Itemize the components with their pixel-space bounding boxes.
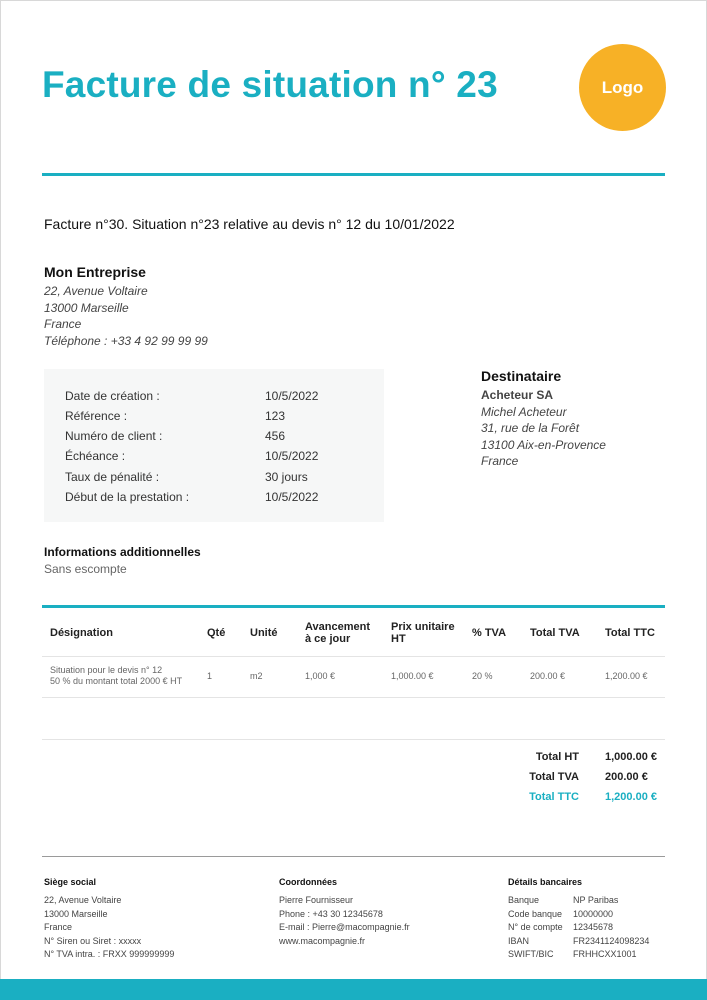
info-row — [65, 470, 308, 484]
footer-siege — [44, 877, 174, 962]
seller-name: Mon Entreprise — [44, 264, 146, 280]
col-header-unit-price-line1: Prix unitaire — [391, 621, 455, 633]
bank-value: NP Paribas — [573, 895, 619, 905]
table-top-divider — [42, 605, 665, 608]
bank-row — [508, 921, 668, 935]
bank-value: FR2341124098234 — [573, 935, 650, 946]
recipient-line: 13100 Aix-en-Provence — [481, 437, 606, 452]
col-header-progress — [305, 621, 370, 645]
info-value: 456 — [265, 429, 286, 443]
info-label: Numéro de client : — [65, 429, 163, 443]
additional-info-text: Sans escompte — [44, 562, 127, 576]
total-tva-label: Total TVA — [529, 771, 579, 783]
col-header-vat-rate: % TVA — [472, 627, 507, 639]
footer-bank — [508, 877, 668, 962]
bank-value: 10000000 — [573, 908, 614, 919]
info-value: 123 — [265, 409, 286, 423]
cell-unit-price: 1,000.00 € — [391, 671, 434, 681]
info-label: Début de la prestation : — [65, 490, 190, 504]
invoice-subtitle: Facture n°30. Situation n°23 relative au devis n° 12 du 10/01/2022 — [44, 216, 455, 232]
info-value: 10/5/2022 — [265, 389, 319, 403]
total-ttc-value: 1,200.00 € — [605, 791, 657, 803]
bank-label: IBAN — [508, 935, 530, 946]
footer-contact-email: E-mail : Pierre@macompagnie.fr — [279, 922, 410, 932]
recipient-block — [481, 368, 606, 470]
bank-label: SWIFT/BIC — [508, 949, 554, 959]
info-label: Date de création : — [65, 389, 160, 403]
info-row — [65, 409, 286, 423]
bank-row — [508, 935, 668, 949]
info-label: Référence : — [65, 409, 128, 423]
bank-row — [508, 894, 668, 908]
recipient-company: Acheteur SA — [481, 388, 554, 402]
bank-value: 12345678 — [573, 922, 614, 932]
total-ttc-label: Total TTC — [529, 791, 579, 803]
info-row — [65, 449, 319, 463]
info-label: Taux de pénalité : — [65, 470, 160, 484]
seller-phone: Téléphone : +33 4 92 99 99 99 — [44, 333, 208, 348]
additional-info — [44, 545, 201, 576]
footer-siege-line: 22, Avenue Voltaire — [44, 895, 122, 905]
cell-vat-rate: 20 % — [472, 671, 493, 681]
bottom-accent-bar — [0, 979, 707, 1000]
recipient-line: 31, rue de la Forêt — [481, 421, 580, 436]
cell-total-ttc: 1,200.00 € — [605, 671, 648, 681]
table-header-divider — [42, 656, 665, 657]
recipient-heading: Destinataire — [481, 368, 562, 384]
seller-address-line: France — [44, 317, 82, 332]
footer-bank-heading: Détails bancaires — [508, 877, 583, 887]
footer-divider — [42, 856, 665, 857]
info-label: Échéance : — [65, 449, 126, 463]
info-row — [65, 389, 319, 403]
col-header-total-vat: Total TVA — [530, 627, 580, 639]
invoice-info-box — [44, 369, 384, 522]
col-header-qty: Qté — [207, 627, 226, 639]
cell-progress: 1,000 € — [305, 671, 336, 681]
seller-address-line: 22, Avenue Voltaire — [44, 284, 148, 298]
cell-qty: 1 — [207, 671, 213, 681]
footer-contact-website: www.macompagnie.fr — [279, 935, 366, 946]
cell-designation-line1: Situation pour le devis n° 12 — [50, 665, 163, 675]
bank-label: Banque — [508, 895, 540, 905]
footer-siege-line: N° TVA intra. : FRXX 999999999 — [44, 949, 175, 959]
total-ht-value: 1,000.00 € — [605, 751, 657, 763]
bank-row — [508, 908, 668, 922]
info-value: 10/5/2022 — [265, 449, 319, 463]
total-tva-value: 200.00 € — [605, 771, 648, 783]
col-header-designation: Désignation — [50, 627, 113, 639]
company-logo: Logo — [579, 44, 666, 131]
invoice-title: Facture de situation n° 23 — [42, 64, 498, 105]
col-header-total-ttc: Total TTC — [605, 627, 655, 639]
footer-siege-line: N° Siren ou Siret : xxxxx — [44, 935, 142, 946]
cell-unit: m2 — [250, 671, 263, 681]
col-header-unit-price-line2: HT — [391, 633, 406, 645]
total-ht-label: Total HT — [535, 751, 579, 763]
table-row-divider — [42, 739, 665, 740]
footer-siege-line: France — [44, 922, 73, 932]
seller-address-line: 13000 Marseille — [44, 300, 129, 315]
recipient-line: Michel Acheteur — [481, 404, 567, 419]
info-row — [65, 490, 319, 504]
col-header-progress-line2: à ce jour — [305, 633, 351, 645]
info-row — [65, 429, 286, 443]
bank-row — [508, 948, 668, 962]
col-header-unit: Unité — [250, 627, 278, 639]
col-header-unit-price — [391, 621, 455, 645]
footer-contact-phone: Phone : +43 30 12345678 — [279, 908, 383, 919]
bank-label: Code banque — [508, 908, 563, 919]
info-value: 10/5/2022 — [265, 490, 319, 504]
cell-designation-line2: 50 % du montant total 2000 € HT — [50, 676, 183, 686]
additional-info-heading: Informations additionnelles — [44, 545, 201, 559]
cell-designation — [50, 665, 182, 687]
footer-contact — [279, 877, 410, 948]
seller-block — [44, 264, 208, 349]
recipient-line: France — [481, 454, 519, 469]
info-value: 30 jours — [265, 470, 308, 484]
footer-contact-name: Pierre Fournisseur — [279, 895, 354, 905]
table-row-divider — [42, 697, 665, 698]
header-divider — [42, 173, 665, 176]
col-header-progress-line1: Avancement — [305, 621, 371, 633]
bank-label: N° de compte — [508, 922, 563, 932]
footer-contact-heading: Coordonnées — [279, 877, 338, 887]
bank-value: FRHHCXX1001 — [573, 949, 637, 959]
cell-total-vat: 200.00 € — [530, 671, 566, 681]
footer-siege-heading: Siège social — [44, 877, 97, 887]
footer-siege-line: 13000 Marseille — [44, 908, 108, 919]
